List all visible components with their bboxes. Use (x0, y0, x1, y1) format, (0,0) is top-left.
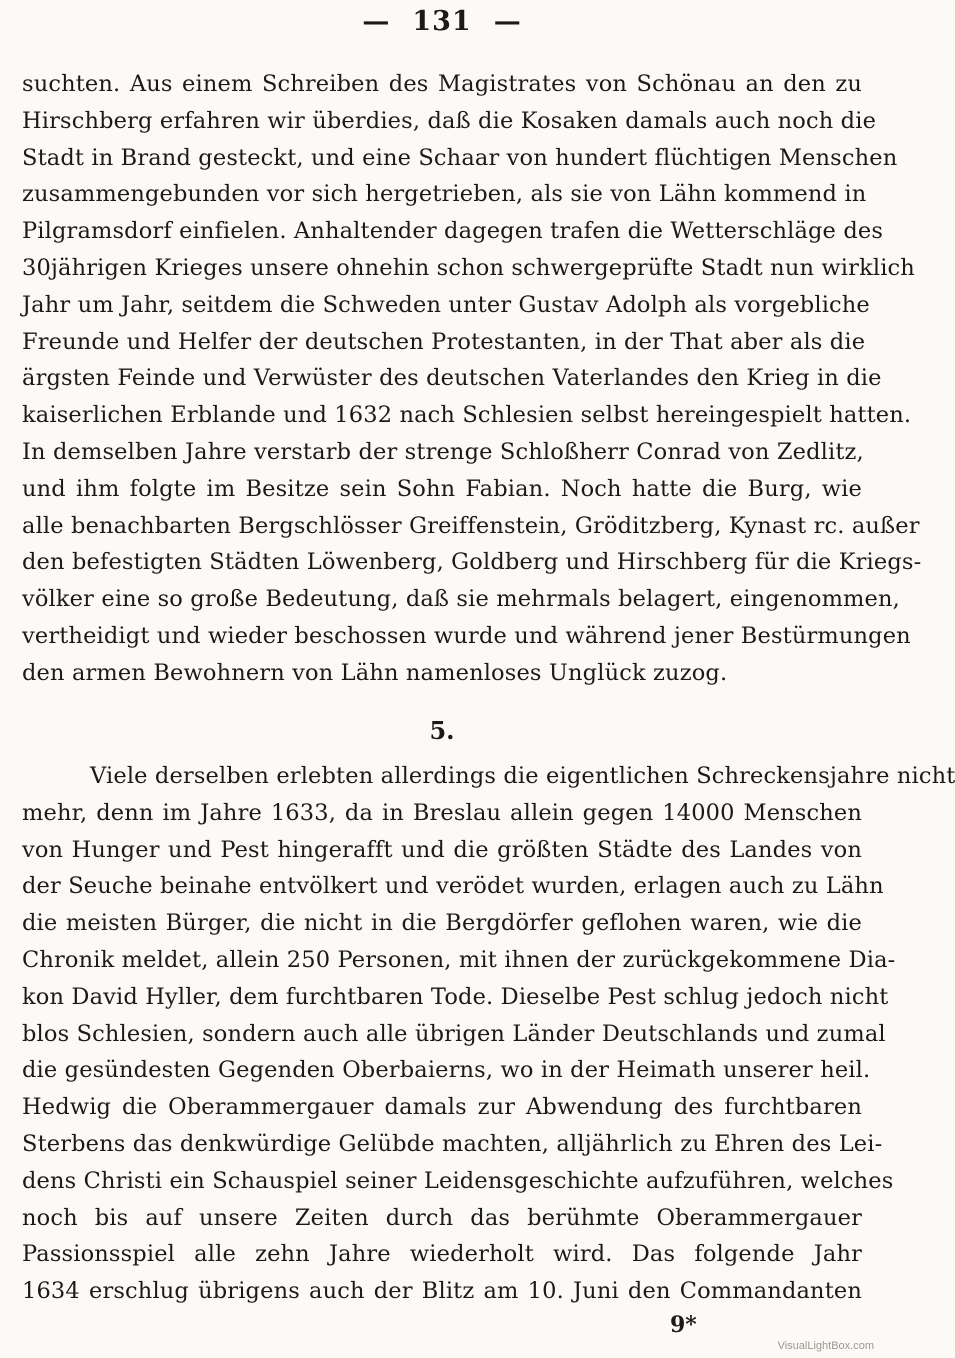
text-line: von Hunger und Pest hingerafft und die größten Städte des Landes von (22, 836, 862, 863)
paragraph-2 (22, 758, 955, 1310)
paragraph-1 (22, 66, 922, 692)
text-line: Passionsspiel alle zehn Jahre wiederholt wird. Das folgende Jahr (22, 1241, 862, 1268)
text-line: 30jährigen Krieges unsere ohnehin schon schwergeprüfte Stadt nun wirklich (22, 254, 915, 281)
section-number: 5. (429, 716, 455, 745)
text-line: Chronik meldet, allein 250 Personen, mit ihnen der zurückgekommene Dia- (22, 946, 896, 973)
text-line: die meisten Bürger, die nicht in die Bergdörfer geflohen waren, wie die (22, 910, 862, 937)
text-line: Hedwig die Oberammergauer damals zur Abwendung des furchtbaren (22, 1094, 862, 1121)
text-line: 1634 erschlug übrigens auch der Blitz am 10. Juni den Commandanten (22, 1278, 862, 1305)
text-line: Pilgramsdorf einfielen. Anhaltender dagegen trafen die Wetterschläge des (22, 218, 884, 245)
text-line: völker eine so große Bedeutung, daß sie mehrmals belagert, eingenommen, (22, 586, 900, 613)
text-line: den armen Bewohnern von Lähn namenloses Unglück zuzog. (22, 659, 728, 686)
text-line: Freunde und Helfer der deutschen Protestanten, in der That aber als die (22, 328, 866, 355)
text-line: noch bis auf unsere Zeiten durch das berühmte Oberammergauer (22, 1204, 862, 1231)
text-line: blos Schlesien, sondern auch alle übrigen Länder Deutschlands und zumal (22, 1020, 886, 1047)
text-line: vertheidigt und wieder beschossen wurde und während jener Bestürmungen (22, 622, 911, 649)
text-line: der Seuche beinahe entvölkert und verödet wurden, erlagen auch zu Lähn (22, 873, 884, 900)
page-header (0, 6, 884, 37)
signature-mark: 9* (670, 1312, 697, 1338)
watermark: VisualLightBox.com (777, 1340, 874, 1352)
page-number: 131 (412, 6, 472, 37)
text-line: Sterbens das denkwürdige Gelübde machten, alljährlich zu Ehren des Lei- (22, 1130, 883, 1157)
text-line: dens Christi ein Schauspiel seiner Leidensgeschichte aufzuführen, welches (22, 1167, 894, 1194)
text-line: Viele derselben erlebten allerdings die eigentlichen Schreckensjahre nicht (90, 763, 955, 789)
text-line: kaiserlichen Erblande und 1632 nach Schlesien selbst hereingespielt hatten. (22, 402, 912, 429)
text-line: Jahr um Jahr, seitdem die Schweden unter Gustav Adolph als vorgebliche (22, 291, 870, 318)
text-line: Hirschberg erfahren wir überdies, daß die Kosaken damals auch noch die (22, 107, 877, 134)
text-line: kon David Hyller, dem furchtbaren Tode. Dieselbe Pest schlug jedoch nicht (22, 983, 889, 1010)
text-line: suchten. Aus einem Schreiben des Magistrates von Schönau an den zu (22, 71, 862, 97)
header-dash-right: — (493, 6, 522, 37)
text-line: zusammengebunden vor sich hergetrieben, als sie von Lähn kommend in (22, 181, 867, 208)
text-line: In demselben Jahre verstarb der strenge Schloßherr Conrad von Zedlitz, (22, 438, 864, 465)
text-line: alle benachbarten Bergschlösser Greiffenstein, Gröditzberg, Kynast rc. außer (22, 512, 920, 539)
text-line: mehr, denn im Jahre 1633, da in Breslau allein gegen 14000 Menschen (22, 799, 862, 826)
text-line: ärgsten Feinde und Verwüster des deutschen Vaterlandes den Krieg in die (22, 365, 882, 392)
text-line: die gesündesten Gegenden Oberbaierns, wo in der Heimath unserer heil. (22, 1057, 871, 1084)
text-line: und ihm folgte im Besitze sein Sohn Fabian. Noch hatte die Burg, wie (22, 475, 862, 502)
text-line: Stadt in Brand gesteckt, und eine Schaar von hundert flüchtigen Menschen (22, 144, 898, 171)
header-dash-left: — (362, 6, 391, 37)
text-line: den befestigten Städten Löwenberg, Goldberg und Hirschberg für die Kriegs- (22, 549, 922, 576)
